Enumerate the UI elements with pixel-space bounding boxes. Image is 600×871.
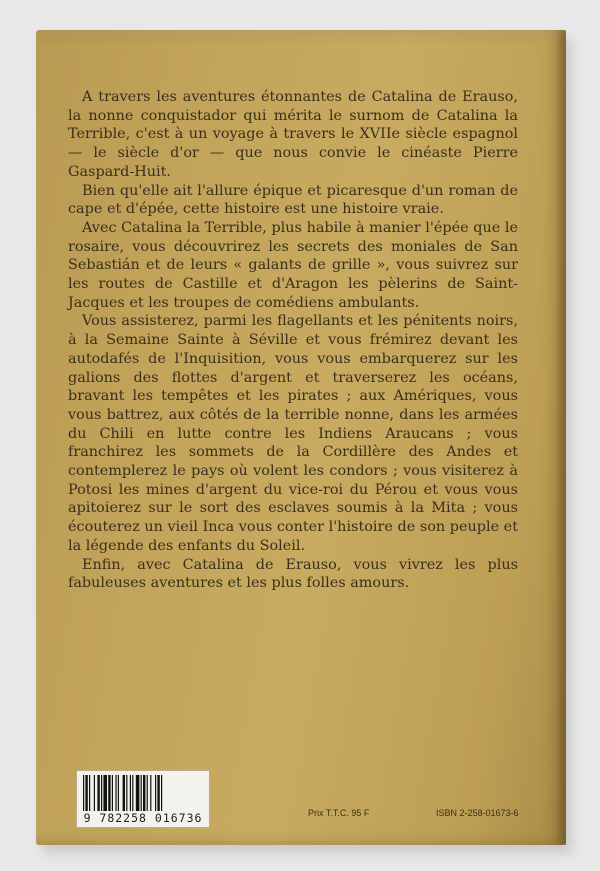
barcode-bar — [85, 775, 87, 811]
barcode — [76, 770, 210, 828]
barcode-bar — [143, 775, 145, 811]
barcode-bar — [157, 775, 159, 811]
blurb-paragraph-5: Enfin, avec Catalina de Erauso, vous vivrez les plus fabuleuses aventures et les plus folles amours. — [68, 556, 518, 592]
barcode-bar — [97, 775, 99, 811]
barcode-bar — [83, 775, 84, 811]
price-label: Prix T.T.C. 95 F — [308, 808, 370, 818]
blurb-paragraph-3: Avec Catalina la Terrible, plus habile à manier l'épée que le rosaire, vous découvrirez les secrets des moniales de San Sebastián et de leurs « galants de grille », vous suivrez sur les routes de Castille et d'Aragon les pèlerins de Saint-Jacques et les troupes de comédiens ambulants. — [68, 219, 518, 311]
blurb-paragraph-2: Bien qu'elle ait l'allure épique et picaresque d'un roman de cape et d'épée, cette histoire est une histoire vraie. — [68, 182, 518, 218]
barcode-bar — [101, 775, 102, 811]
blurb-paragraph-1: A travers les aventures étonnantes de Catalina de Erauso, la nonne conquistador qui mérita le surnom de Catalina la Terrible, c'est à un voyage à travers le XVIIe siècle espagnol — le siècle d'or — que nous convie le cinéaste Pierre Gaspard-Huit. — [68, 89, 518, 180]
barcode-bar — [89, 775, 90, 811]
barcode-bar — [147, 775, 148, 811]
barcode-bar — [141, 775, 142, 811]
barcode-bar — [115, 775, 116, 811]
barcode-bar — [112, 775, 113, 811]
barcode-bar — [94, 775, 95, 811]
isbn-label: ISBN 2-258-01673-6 — [436, 808, 519, 818]
barcode-bar — [103, 775, 107, 811]
back-cover-blurb — [68, 88, 518, 593]
barcode-bars-icon — [83, 775, 203, 811]
barcode-bar — [108, 775, 110, 811]
barcode-bar — [132, 775, 133, 811]
barcode-bar — [118, 775, 119, 811]
blurb-paragraph-4: Vous assisterez, parmi les flagellants et les pénitents noirs, à la Semaine Sainte à Séville et vous frémirez devant les autodafés de l'Inquisition, vous vous embarquerez sur les galions des flottes d'argent et traverserez les océans, bravant les tempêtes et les pirates ; aux Amériques, vous vous battrez, aux côtés de la terrible nonne, dans les armées du Chili en lutte contre les Indiens Araucans ; vous franchirez les sommets de la Cordillère des Andes et contemplerez le pays où volent les condors ; vous visiterez à Potosi les mines d'argent du vice-roi du Pérou et vous vous apitoierez sur le sort des esclaves soumis à la Mita ; vous écouterez un vieil Inca vous conter l'histoire de son peuple et la légende des enfants du Soleil. — [68, 313, 518, 554]
barcode-number: 9 782258 016736 — [83, 811, 203, 825]
barcode-bar — [155, 775, 156, 811]
barcode-bar — [130, 775, 131, 811]
barcode-bar — [161, 775, 162, 811]
barcode-bar — [136, 775, 140, 811]
barcode-bar — [123, 775, 125, 811]
barcode-bar — [126, 775, 127, 811]
barcode-bar — [150, 775, 151, 811]
